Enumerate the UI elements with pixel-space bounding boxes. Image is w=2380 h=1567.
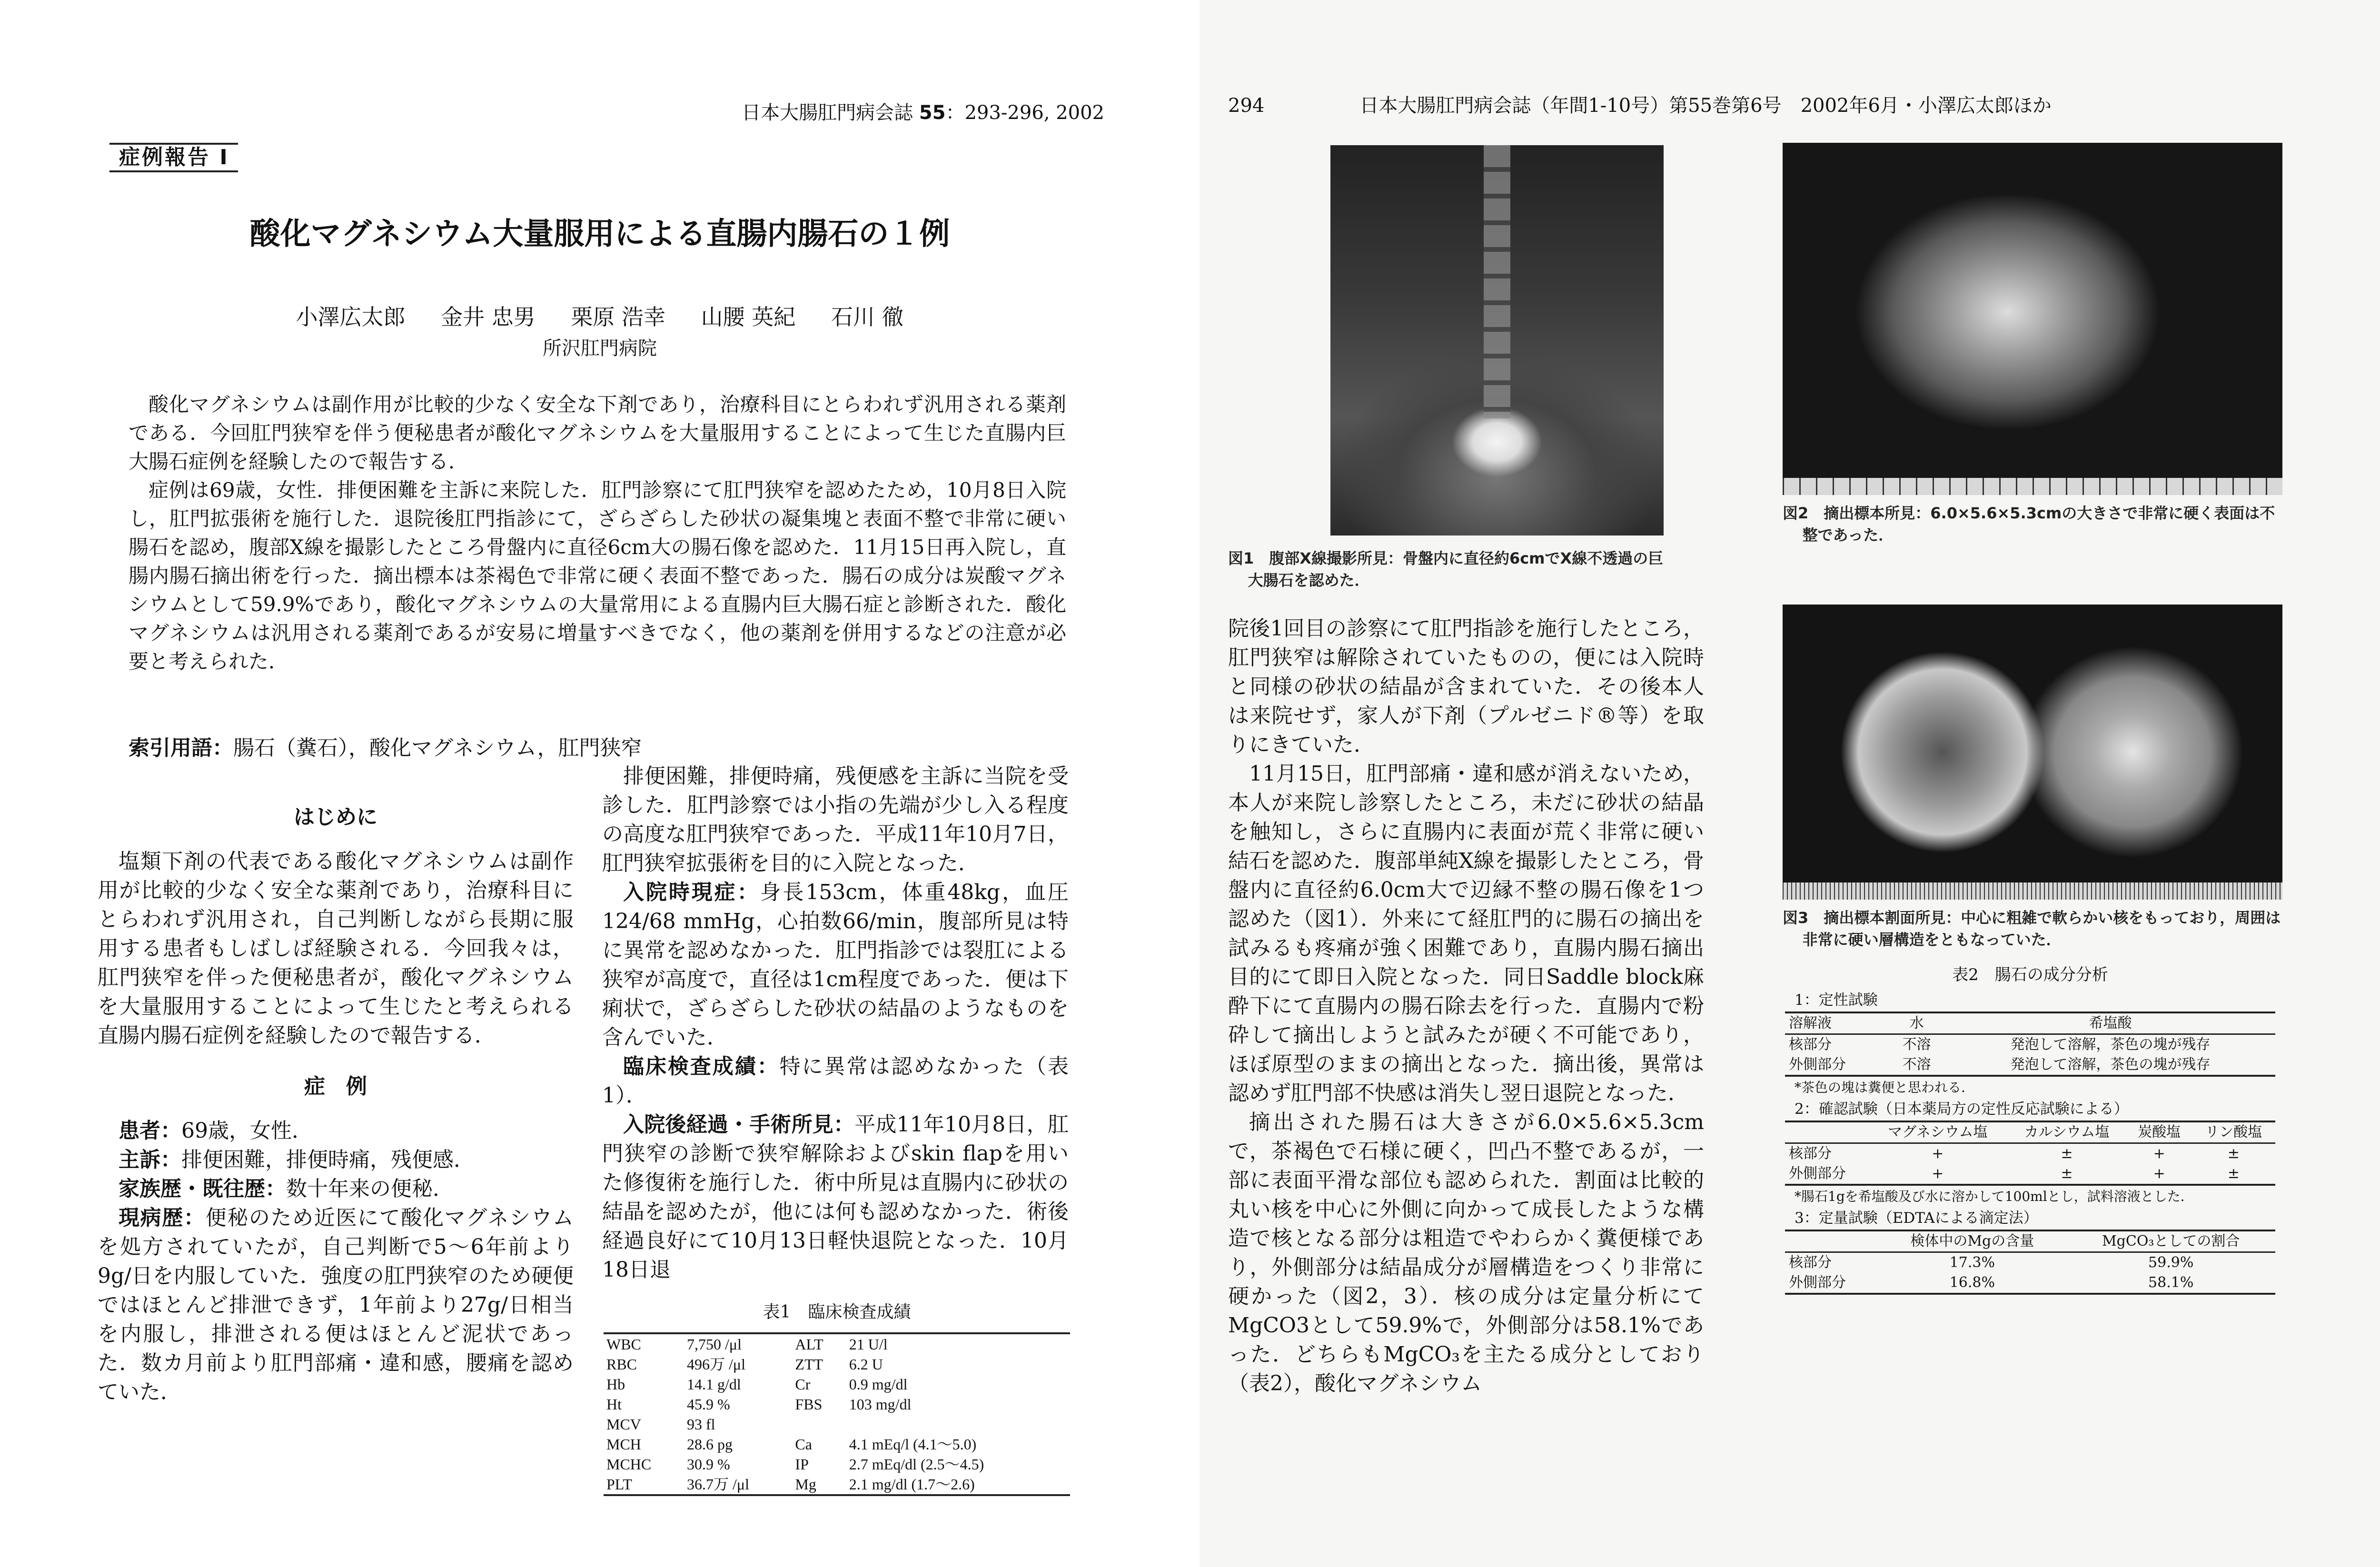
table-cell: 不溶 — [1902, 1036, 1931, 1053]
table-cell-label: Mg — [795, 1476, 816, 1493]
table-header-cell: 溶解液 — [1789, 1015, 1832, 1031]
table-cell-value: 7,750 /μl — [687, 1336, 742, 1353]
table-cell: ± — [2227, 1165, 2240, 1182]
table-cell-value: 2.1 mg/dl (1.7～2.6) — [849, 1476, 975, 1493]
table-cell-value: 45.9 % — [687, 1396, 730, 1413]
table-header-cell: 水 — [1909, 1015, 1924, 1031]
table-header-cell: マグネシウム塩 — [1888, 1124, 1988, 1141]
field-label: 家族歴・既往歴： — [119, 1177, 286, 1201]
xray-spine — [1484, 145, 1510, 418]
family-history — [98, 1174, 574, 1203]
table-cell: + — [2153, 1165, 2165, 1182]
table-cell-value: 93 fl — [687, 1416, 715, 1433]
table-cell-value: 496万 /μl — [687, 1356, 745, 1373]
table-cell: 17.3% — [1949, 1254, 1995, 1271]
table-cell: 発泡して溶解，茶色の塊が残存 — [2010, 1056, 2211, 1073]
table-2-composition-analysis — [1785, 962, 2275, 1295]
table-cell-label: Ht — [606, 1396, 622, 1413]
table-1-lab-results — [604, 1299, 1070, 1496]
table-cell-value: 21 U/l — [849, 1336, 888, 1353]
patient-info — [98, 1116, 574, 1145]
table-cell-value: 2.7 mEq/dl (2.5～4.5) — [849, 1456, 984, 1473]
table-note: *腸石1gを希塩酸及び水に溶かして100mlとし，試料溶液とした． — [1795, 1189, 2194, 1204]
author: 石川 徹 — [831, 304, 904, 330]
table-row — [604, 1374, 1070, 1394]
table-cell-label: ZTT — [795, 1356, 823, 1373]
table-cell: ± — [2061, 1145, 2073, 1162]
affiliation: 所沢肛門病院 — [543, 337, 657, 359]
page-number: 294 — [1228, 95, 1265, 117]
ruler-scale — [1783, 883, 2282, 900]
author: 栗原 浩幸 — [571, 304, 665, 330]
table-row — [604, 1414, 1070, 1434]
keywords-value: 腸石（糞石），酸化マグネシウム，肛門狭窄 — [233, 736, 642, 760]
author: 山腰 英紀 — [701, 304, 796, 330]
article-title: 酸化マグネシウム大量服用による直腸内腸石の１例 — [249, 217, 950, 252]
lab-table — [604, 1332, 1070, 1496]
field-label: 臨床検査成績： — [623, 1054, 780, 1079]
author: 金井 忠男 — [441, 304, 536, 330]
table-cell-value: 0.9 mg/dl — [849, 1376, 908, 1393]
table-cell: ± — [2227, 1145, 2240, 1162]
field-label: 現病歴： — [119, 1206, 206, 1230]
table-cell: 不溶 — [1902, 1056, 1931, 1073]
table-cell-label: Hb — [606, 1376, 625, 1393]
author-list — [0, 300, 1200, 331]
table-cell-value — [846, 1414, 1070, 1434]
table-cell-label: PLT — [606, 1476, 632, 1493]
field-value: 数十年来の便秘． — [286, 1177, 454, 1201]
abstract-paragraph: 症例は69歳，女性．排便困難を主訴に来院した．肛門診察にて肛門狭窄を認めたため，10月8日入院し，肛門拡張術を施行した．退院後肛門指診にて，ざらざらした砂状の凝集塊と表面不整で非常に硬い腸石を認め，腹部X線を撮影したところ骨盤内に直径6cm大の腸石像を認めた．11月15日再入院し，直腸内腸石摘出術を行った．摘出標本は茶褐色で非常に硬く表面不整であった．腸石の成分は炭酸マグネシウムとして59.9%であり，酸化マグネシウムの大量常用による直腸内巨大腸石症と診断された．酸化マグネシウムは汎用される薬剤であるが安易に増量すべきでなく，他の薬剤を併用するなどの注意が必要と考えられた． — [129, 478, 1066, 673]
table-caption: 表1 臨床検査成績 — [763, 1302, 911, 1322]
chief-complaint — [98, 1145, 574, 1174]
table-row — [604, 1354, 1070, 1374]
paragraph: 11月15日，肛門部痛・違和感が消えないため，本人が来院し診察したところ，未だに砂状の結晶を触知し，さらに直腸内に表面が荒く非常に硬い結石を認めた．腹部単純X線を撮影したところ，骨盤内に直径約6.0cm大で辺縁不整の腸石像を1つ認めた（図1）．外来にて経肛門的に腸石の摘出を試みるも疼痛が強く困難であり，直腸内腸石摘出目的にて即日入院となった．同日Saddle block麻酔下にて直腸内の腸石除去を行った．直腸内で粉砕して摘出しようと試みたが硬く不可能であり，ほぼ原型のままの摘出となった．摘出後，異常は認めず肛門部不快感は消失し翌日退院となった． — [1228, 762, 1704, 1105]
table-cell: + — [2153, 1145, 2165, 1162]
figure-2-caption — [1783, 502, 2282, 546]
table-row — [1785, 1273, 2275, 1294]
figure-3-caption — [1783, 907, 2282, 951]
table-cell-value: 14.1 g/dl — [687, 1376, 741, 1393]
table-cell: 外側部分 — [1789, 1165, 1846, 1182]
quantitative-test-table — [1785, 1230, 2275, 1295]
table-row — [1785, 1055, 2275, 1076]
table-cell-value: 30.9 % — [687, 1456, 730, 1473]
table-subtitle: 2：確認試験（日本薬局方の定性反応試験による） — [1795, 1101, 2129, 1118]
keywords-label: 索引用語： — [129, 736, 233, 760]
table-header-cell — [1785, 1121, 1868, 1143]
table-cell-label — [792, 1414, 846, 1434]
table-cell-label: Ca — [795, 1436, 812, 1453]
abstract — [129, 390, 1066, 676]
journal-volume: 55 — [919, 102, 946, 124]
table-cell-value: 103 mg/dl — [849, 1396, 912, 1413]
caption-text: 図1 腹部X線撮影所見：骨盤内に直径約6cmでX線不透過の巨大腸石を認めた． — [1228, 549, 1664, 589]
table-cell-value: 4.1 mEq/l (4.1～5.0) — [849, 1436, 977, 1453]
volume-separator: ： — [945, 102, 965, 124]
field-value: 身長153cm，体重48kg，血圧124/68 mmHg，心拍数66/min，腹部所見は特に異常を認めなかった．肛門指診では裂肛による狭窄が高度で，直径は1cm程度であった．便は下痢状で，ざらざらした砂状の結晶のようなものを含んでいた． — [602, 880, 1069, 1050]
table-cell: 発泡して溶解，茶色の塊が残存 — [2010, 1036, 2211, 1053]
journal-name: 日本大腸肛門病会誌 — [742, 102, 913, 124]
clinical-course — [602, 1110, 1069, 1284]
ruler-scale — [1783, 478, 2282, 495]
field-value: 特に異常は認めなかった（表1）． — [602, 1054, 1069, 1108]
table-subtitle: 3：定量試験（EDTAによる滴定法） — [1795, 1210, 2038, 1227]
table-caption: 表2 腸石の成分分析 — [1952, 965, 2108, 984]
field-value: 69歳，女性． — [181, 1119, 313, 1143]
confirmation-test-table — [1785, 1121, 2275, 1186]
table-row — [604, 1474, 1070, 1495]
table-cell-label: WBC — [606, 1336, 641, 1353]
table-cell-label: ALT — [795, 1336, 823, 1353]
table-row — [604, 1454, 1070, 1474]
table-cell-label: MCV — [606, 1416, 641, 1433]
table-cell: 58.1% — [2148, 1274, 2194, 1291]
qualitative-test-table — [1785, 1012, 2275, 1077]
figure-1-xray-image — [1330, 145, 1664, 536]
paragraph: 院後1回目の診察にて肛門指診を施行したところ，肛門狭窄は解除されていたものの，便には入院時と同様の砂状の結晶が含まれていた．その後本人は来院せず，家人が下剤（プルゼニド®等）を取りにきていた． — [1228, 616, 1704, 757]
author: 小澤広太郎 — [296, 304, 406, 330]
table-header-cell — [1785, 1230, 1878, 1252]
table-row — [1785, 1143, 2275, 1164]
table-cell-label: RBC — [606, 1356, 637, 1373]
journal-pages: 293-296, 2002 — [964, 102, 1104, 124]
table-header-cell: 希塩酸 — [2089, 1015, 2132, 1031]
table-row — [1785, 1164, 2275, 1185]
table-cell: 核部分 — [1789, 1145, 1832, 1162]
figure-1-caption — [1228, 547, 1676, 591]
field-label: 入院後経過・手術所見： — [623, 1112, 855, 1137]
body-column-left — [1228, 614, 1704, 1398]
abstract-paragraph: 酸化マグネシウムは副作用が比較的少なく安全な下剤であり，治療科目にとらわれず汎用される薬剤である．今回肛門狭窄を伴う便秘患者が酸化マグネシウムを大量服用することによって生じた直腸内巨大腸石症例を経験したので報告する． — [129, 393, 1066, 473]
section-heading-introduction: はじめに — [294, 805, 377, 829]
keywords — [129, 731, 642, 761]
paragraph: 摘出された腸石は大きさが6.0×5.6×5.3cmで，茶褐色で石様に硬く，凹凸不整であるが，一部に表面平滑な部位も認められた．割面は比較的丸い核を中心に外側に向かって成長したような構造で核となる部分は粗造でやわらかく糞便様であり，外側部分は結晶成分が層構造をつくり非常に硬かった（図2，3）．核の成分は定量分析にてMgCO3として59.9%で，外側部分は58.1%であった．どちらもMgCO₃を主たる成分としており（表2），酸化マグネシウム — [1228, 1110, 1704, 1396]
figure-3-cut-surface-photo — [1783, 605, 2282, 900]
table-row — [1785, 1252, 2275, 1273]
table-cell: 核部分 — [1789, 1036, 1832, 1053]
running-head — [742, 98, 1104, 125]
caption-text: 図2 摘出標本所見：6.0×5.6×5.3cmの大きさで非常に硬く表面は不整であった． — [1783, 504, 2275, 544]
table-cell: 外側部分 — [1789, 1056, 1846, 1073]
field-value: 排便困難，排便時痛，残便感． — [181, 1148, 475, 1172]
table-header-cell: 炭酸塩 — [2138, 1124, 2181, 1141]
table-cell-value: 28.6 pg — [687, 1436, 733, 1453]
paragraph: 排便困難，排便時痛，残便感を主訴に当院を受診した．肛門診察では小指の先端が少し入る程度の高度な肛門狭窄であった．平成11年10月7日，肛門狭窄拡張術を目的に入院となった． — [602, 764, 1069, 875]
table-row — [1785, 1034, 2275, 1055]
table-cell: 59.9% — [2148, 1254, 2194, 1271]
table-cell: ± — [2061, 1165, 2073, 1182]
table-header-cell: カルシウム塩 — [2024, 1124, 2110, 1141]
table-cell-label: MCHC — [606, 1456, 652, 1473]
table-cell-label: FBS — [795, 1396, 823, 1413]
lab-results — [602, 1052, 1069, 1110]
page-294 — [1200, 0, 2380, 1567]
table-cell: 外側部分 — [1789, 1274, 1846, 1291]
paragraph: 塩類下剤の代表である酸化マグネシウムは副作用が比較的少なく安全な薬剤であり，治療科目にとらわれず汎用され，自己判断しながら長期に服用する患者もしばしば経験される．今回我々は，肛門狭窄を伴った便秘患者が，酸化マグネシウムを大量服用することによって生じたと考えられる直腸内腸石症例を経験したので報告する． — [98, 849, 574, 1048]
table-cell-label: MCH — [606, 1436, 641, 1453]
body-column-left — [98, 781, 574, 1407]
table-header-cell: MgCO₃としての割合 — [2102, 1233, 2240, 1250]
admission-findings — [602, 878, 1069, 1052]
table-header-cell: 検体中のMgの含量 — [1910, 1233, 2034, 1250]
table-cell: 核部分 — [1789, 1254, 1832, 1271]
table-cell: + — [1932, 1145, 1944, 1162]
field-value: 便秘のため近医にて酸化マグネシウムを処方されていたが，自己判断で5～6年前より9g/日を内服していた．強度の肛門狭窄のため硬便ではほとんど排泄できず，1年前より27g/日相当を内服し，排泄される便はほとんど泥状であった．数カ月前より肛門部痛・違和感，腰痛を認めていた． — [98, 1206, 574, 1404]
table-row — [604, 1333, 1070, 1354]
table-cell-value: 36.7万 /μl — [687, 1476, 749, 1493]
table-cell-label: IP — [795, 1456, 809, 1473]
present-illness — [98, 1203, 574, 1407]
table-cell: + — [1932, 1165, 1944, 1182]
running-head-text: 日本大腸肛門病会誌（年間1-10号）第55巻第6号 2002年6月・小澤広太郎ほか — [1359, 95, 2052, 117]
table-row — [604, 1434, 1070, 1454]
table-note: *茶色の塊は糞便と思われる． — [1795, 1080, 1975, 1095]
figure-2-specimen-photo — [1783, 143, 2282, 495]
table-cell: 16.8% — [1949, 1274, 1995, 1291]
table-cell-label: Cr — [795, 1376, 811, 1393]
table-header-cell: リン酸塩 — [2205, 1124, 2262, 1141]
field-label: 入院時現症： — [623, 880, 760, 904]
field-label: 患者： — [119, 1119, 181, 1143]
running-head — [1228, 90, 2052, 118]
field-label: 主訴： — [119, 1148, 181, 1172]
body-column-right — [602, 762, 1069, 1284]
field-value: 平成11年10月8日，肛門狭窄の診断で狭窄解除およびskin flapを用いた修復術を施行した．術中所見は直腸内に砂状の結晶を認めたが，他には何も認めなかった．術後経過良好にて10月13日軽快退院となった．10月18日退 — [602, 1112, 1069, 1282]
caption-text: 図3 摘出標本割面所見：中心に粗雑で軟らかい核をもっており，周囲は非常に硬い層構造をともなっていた． — [1783, 909, 2281, 949]
table-subtitle: 1：定性試験 — [1795, 992, 1878, 1009]
table-row — [604, 1394, 1070, 1414]
article-category: 症例報告 I — [109, 143, 238, 172]
table-cell-value: 6.2 U — [849, 1356, 883, 1373]
section-heading-case: 症 例 — [304, 1074, 367, 1099]
